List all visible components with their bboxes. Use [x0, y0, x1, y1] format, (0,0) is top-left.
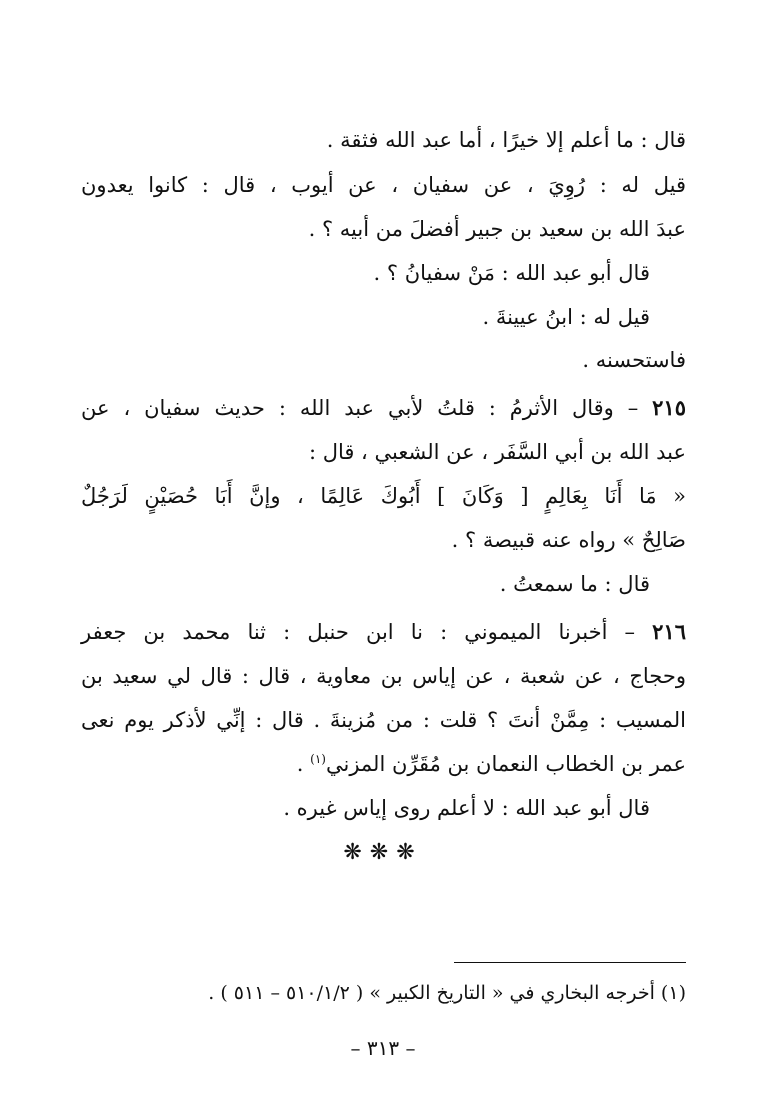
entry-number-215: ٢١٥	[652, 395, 686, 420]
paragraph-216-line-2: وحجاج ، عن شعبة ، عن إياس بن معاوية ، قال : قال لي سعيد بن	[81, 664, 686, 688]
paragraph-216-line-4	[297, 742, 686, 786]
paragraph-216-line-3: المسيب : مِمَّنْ أنتَ ؟ قلت : من مُزينةَ . قال : إنِّي لأذكر يوم نعى	[81, 708, 686, 732]
paragraph-216-text: – أخبرنا الميموني : نا ابن حنبل : ثنا محمد بن جعفر	[81, 620, 636, 644]
footnote-text: (١) أخرجه البخاري في « التاريخ الكبير » ( ٥١٠/١/٢ – ٥١١ ) .	[208, 982, 686, 1004]
paragraph-216-line-4-end: .	[296, 752, 311, 776]
text-line-6: فاستحسنه .	[582, 348, 686, 372]
paragraph-216-line-1	[81, 610, 686, 654]
entry-number-216: ٢١٦	[652, 619, 686, 644]
paragraph-216-line-4-text: عمر بن الخطاب النعمان بن مُقَرِّن المزني	[325, 752, 686, 776]
paragraph-215-line-1	[81, 386, 686, 430]
footnote-divider	[454, 962, 686, 963]
paragraph-215-line-5: قال : ما سمعتُ .	[499, 572, 650, 596]
text-line-4: قال أبو عبد الله : مَنْ سفيانُ ؟ .	[373, 261, 650, 285]
page-number: – ٣١٣ –	[350, 1036, 416, 1060]
text-line-1: قال : ما أعلم إلا خيرًا ، أما عبد الله فثقة .	[326, 128, 686, 152]
paragraph-215-line-4: صَالِحٌ » رواه عنه قبيصة ؟ .	[451, 528, 686, 552]
text-line-3: عبدَ الله بن سعيد بن جبير أفضلَ من أبيه ؟ .	[308, 217, 686, 241]
text-line-2: قيل له : رُوِيَ ، عن سفيان ، عن أيوب ، قال : كانوا يعدون	[81, 173, 686, 197]
paragraph-216-line-5: قال أبو عبد الله : لا أعلم روى إياس غيره .	[283, 796, 650, 820]
footnote-marker: (١)	[310, 752, 326, 766]
section-ornament: ❋❋❋	[343, 840, 423, 865]
paragraph-215-text: – وقال الأثرمُ : قلتُ لأبي عبد الله : حديث سفيان ، عن	[81, 396, 639, 420]
paragraph-215-line-3: « مَا أَنَا بِعَالِمٍ [ وَكَانَ ] أَبُوكَ عَالِمًا ، وإنَّ أَبَا حُصَيْنٍ لَرَجُلٌ	[81, 484, 686, 508]
paragraph-215-line-2: عبد الله بن أبي السَّفَر ، عن الشعبي ، قال :	[308, 440, 686, 464]
text-line-5: قيل له : ابنُ عيينةَ .	[482, 305, 650, 329]
